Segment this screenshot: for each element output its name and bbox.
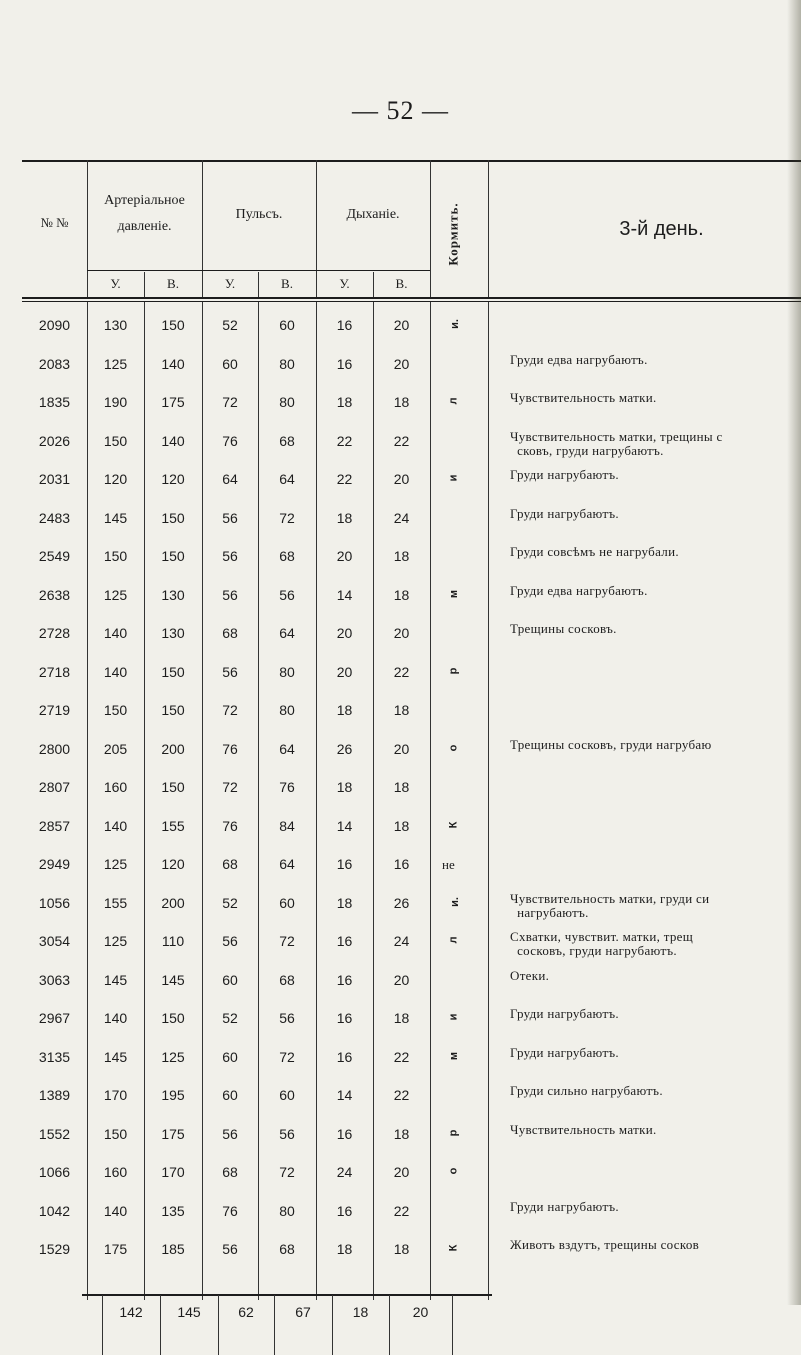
pulse-v-cell: 80: [279, 394, 295, 410]
record-number-cell: 1389: [38, 1087, 71, 1103]
pulse-v-cell: 72: [279, 933, 295, 949]
breath-v-cell: 26: [393, 894, 410, 911]
pulse-v-cell: 72: [279, 509, 295, 526]
breath-u-cell: 18: [336, 779, 353, 795]
day-note: Груди сильно нагрубаютъ.: [510, 1083, 663, 1098]
day-note: Груди совсѣмъ не нагрубали.: [510, 544, 679, 559]
arterial-u-cell: 160: [103, 1164, 128, 1180]
arterial-u-cell: 140: [103, 625, 128, 641]
arterial-v-cell: 140: [161, 432, 185, 449]
table-row: [22, 693, 801, 727]
arterial-v-cell: 200: [161, 740, 185, 757]
arterial-v-cell: 170: [161, 1164, 185, 1180]
arterial-v-cell: 200: [161, 894, 185, 911]
record-number-cell: 1056: [38, 894, 71, 911]
record-number-cell: 2483: [38, 509, 71, 526]
pulse-u-cell: 76: [222, 1202, 238, 1219]
table-row: [22, 847, 801, 881]
arterial-u-cell: 125: [103, 933, 128, 949]
record-number-cell: 2949: [38, 856, 71, 872]
breath-u-cell: 16: [336, 317, 353, 333]
table-row: [22, 809, 801, 843]
breath-u-cell: 16: [336, 1010, 353, 1026]
arterial-v-cell: 135: [161, 1202, 185, 1219]
record-number-cell: 3054: [38, 933, 71, 949]
pulse-v-cell: 68: [279, 1241, 295, 1257]
pulse-v-cell: 56: [279, 1010, 295, 1026]
pulse-v-cell: 72: [279, 1048, 295, 1065]
breath-v-cell: 20: [393, 317, 410, 333]
hdr-vline-5: [488, 160, 489, 297]
pulse-v-cell: 80: [279, 1202, 295, 1219]
feed-mark: р: [447, 1129, 460, 1136]
breath-v-cell: 20: [393, 471, 410, 487]
arterial-u-cell: 125: [103, 856, 128, 872]
pulse-v-cell: 76: [279, 779, 295, 795]
feed-mark: и.: [448, 319, 461, 329]
table-row: [22, 770, 801, 804]
pulse-u-cell: 56: [222, 663, 238, 680]
breath-u-cell: 20: [336, 548, 353, 564]
arterial-v-cell: 120: [161, 856, 185, 872]
record-number-cell: 3063: [38, 971, 71, 988]
pulse-u-cell: 72: [222, 394, 238, 410]
arterial-v-cell: 150: [161, 317, 185, 333]
record-number-cell: 2083: [38, 355, 71, 372]
arterial-v-cell: 150: [161, 548, 185, 564]
pulse-u-cell: 60: [222, 355, 238, 372]
arterial-header: Артеріальное давленіе.: [104, 193, 185, 234]
pulse-u-cell: 52: [222, 894, 238, 911]
page-number: — 52 —: [352, 96, 449, 125]
breath-v-cell: 18: [393, 394, 410, 410]
arterial-u: У.: [110, 276, 121, 291]
breath-v-cell: 20: [393, 355, 410, 372]
record-number-cell: 2967: [38, 1010, 71, 1026]
breath-u-cell: 16: [336, 971, 353, 988]
breath-u-cell: 16: [336, 1125, 353, 1142]
day-note: Чувствительность матки.: [510, 1121, 657, 1137]
pulse-u-cell: 52: [222, 1010, 238, 1026]
top-rule: [22, 160, 801, 162]
summary-arterial-v: 145: [177, 1304, 201, 1320]
table-row: [22, 1194, 801, 1228]
arterial-v-cell: 150: [161, 779, 185, 795]
arterial-v-cell: 150: [161, 1010, 185, 1026]
pulse-v-cell: 60: [279, 1087, 295, 1103]
arterial-u-cell: 145: [103, 971, 128, 988]
breath-u-cell: 16: [336, 1048, 353, 1065]
breath-u-cell: 26: [336, 740, 353, 757]
arterial-u-cell: 130: [103, 317, 128, 333]
breath-v-cell: 20: [393, 740, 410, 757]
num-header: № №: [40, 215, 69, 230]
pulse-u-cell: 56: [222, 1241, 238, 1257]
arterial-v-cell: 175: [161, 394, 185, 410]
arterial-u-cell: 125: [103, 355, 128, 372]
feed-mark: л: [447, 936, 460, 944]
pulse-u-cell: 64: [222, 471, 238, 487]
feed-mark: м: [448, 1051, 461, 1060]
arterial-v-cell: 150: [161, 702, 185, 718]
breath-v-cell: 24: [393, 933, 410, 949]
arterial-v-cell: 125: [161, 1048, 185, 1065]
breath-u-cell: 20: [336, 625, 353, 641]
arterial-u-cell: 120: [103, 471, 128, 487]
day-note: Груди нагрубаютъ.: [510, 1198, 619, 1214]
day-note: Груди нагрубаютъ.: [510, 467, 619, 482]
breath-u-cell: 22: [336, 471, 353, 487]
arterial-u-cell: 140: [103, 1202, 128, 1219]
table-row: [22, 501, 801, 535]
arterial-v-cell: 140: [161, 355, 185, 372]
pulse-u-cell: 76: [222, 432, 238, 449]
day-note: Животъ вздутъ, трещины сосков: [510, 1237, 700, 1252]
pulse-v-cell: 56: [279, 586, 295, 603]
feed-mark: не: [442, 857, 455, 872]
table-row: [22, 347, 801, 381]
arterial-u-cell: 160: [103, 779, 128, 795]
breath-v-cell: 20: [393, 625, 410, 641]
day-note: Груди нагрубаютъ.: [510, 1006, 619, 1021]
breath-v-cell: 18: [393, 1010, 410, 1026]
breath-u-cell: 24: [336, 1164, 353, 1180]
feed-mark: и: [447, 1013, 460, 1021]
pulse-v-cell: 72: [279, 1164, 295, 1180]
breath-v-cell: 22: [393, 1087, 410, 1103]
table-row: [22, 578, 801, 612]
arterial-u-cell: 140: [103, 663, 128, 680]
data-table: [22, 160, 801, 1320]
table-row: [22, 385, 801, 419]
record-number-cell: 1066: [38, 1164, 71, 1180]
breath-v-cell: 22: [393, 1202, 410, 1219]
pulse-v-cell: 80: [279, 355, 295, 372]
pulse-v-cell: 68: [279, 971, 295, 988]
summary-breath-v: 20: [412, 1304, 429, 1320]
record-number-cell: 2857: [38, 817, 71, 834]
pulse-v-cell: 64: [279, 740, 295, 757]
arterial-v-cell: 130: [161, 586, 185, 603]
feed-mark: о: [447, 744, 460, 751]
arterial-u-cell: 155: [103, 894, 128, 911]
day-note: Чувствительность матки, трещины с сковъ, груди нагрубаютъ.: [510, 428, 723, 458]
arterial-u-cell: 175: [103, 1241, 128, 1257]
page-edge-shadow: [787, 0, 801, 1305]
arterial-u-cell: 145: [103, 1048, 128, 1065]
day-note: Чувствительность матки.: [510, 390, 657, 405]
breath-v: В.: [395, 276, 408, 291]
day-note: Трещины сосковъ, груди нагрубаю: [510, 736, 712, 752]
summary-breath-u: 18: [352, 1304, 369, 1320]
feed-mark: о: [447, 1167, 460, 1175]
pulse-v-cell: 68: [279, 548, 295, 564]
table-row: [22, 424, 801, 458]
breath-u-cell: 18: [336, 1241, 353, 1257]
summary-arterial-u: 142: [119, 1304, 143, 1320]
table-row: [22, 539, 801, 573]
day-note: Чувствительность матки, груди си нагрубаютъ.: [510, 890, 710, 920]
breath-u-cell: 14: [336, 1087, 353, 1103]
breath-u-cell: 18: [336, 894, 353, 911]
feed-mark: м: [448, 589, 461, 598]
pulse-u-cell: 56: [222, 1125, 238, 1142]
header-bottom-rule-2: [22, 301, 801, 302]
pulse-u-cell: 68: [222, 856, 238, 872]
arterial-u-cell: 150: [103, 702, 128, 718]
summary-row: [22, 1295, 801, 1355]
breath-v-cell: 22: [393, 1048, 410, 1065]
arterial-v-cell: 110: [161, 933, 185, 949]
arterial-u-cell: 150: [103, 1125, 128, 1142]
breath-v-cell: 16: [393, 856, 410, 872]
table-row: [22, 462, 801, 496]
day-note: Груди едва нагрубаютъ.: [510, 582, 648, 598]
pulse-u-cell: 68: [222, 625, 238, 641]
breath-v-cell: 18: [393, 817, 410, 834]
breath-v-cell: 22: [393, 663, 410, 680]
day-note: Схватки, чувствит. матки, трещ сосковъ, груди нагрубаютъ.: [510, 929, 694, 958]
breath-u-cell: 16: [336, 1202, 353, 1219]
breath-u: У.: [339, 276, 350, 291]
record-number-cell: 2800: [38, 740, 71, 757]
record-number-cell: 2026: [38, 432, 71, 449]
record-number-cell: 2728: [38, 625, 71, 641]
record-number-cell: 1529: [38, 1241, 71, 1257]
feed-mark: р: [447, 667, 460, 674]
pulse-v-cell: 80: [279, 702, 295, 718]
breath-u-cell: 22: [336, 432, 353, 449]
pulse-u-cell: 60: [222, 1048, 238, 1065]
breath-u-cell: 18: [336, 509, 353, 526]
table-row: [22, 308, 801, 342]
arterial-u-cell: 140: [103, 817, 128, 834]
arterial-u-cell: 205: [103, 740, 128, 757]
pulse-v-cell: 64: [279, 856, 295, 872]
arterial-v: В.: [167, 276, 179, 291]
table-row: [22, 732, 801, 766]
feed-mark: и.: [448, 896, 461, 907]
record-number-cell: 2719: [38, 702, 71, 718]
day-note: Отеки.: [510, 967, 550, 983]
breath-v-cell: 20: [393, 971, 410, 988]
pulse-u-cell: 72: [222, 702, 238, 718]
pulse-v-cell: 64: [279, 471, 295, 487]
table-row: [22, 963, 801, 997]
breath-u-cell: 16: [336, 933, 353, 949]
arterial-u-cell: 145: [103, 509, 128, 526]
breath-v-cell: 18: [393, 586, 410, 603]
breath-u-cell: 14: [336, 586, 353, 603]
pulse-u: У.: [224, 276, 236, 291]
record-number-cell: 1042: [38, 1202, 71, 1219]
feed-mark: и: [447, 474, 460, 482]
record-number-cell: 2090: [38, 317, 71, 333]
arterial-u-cell: 125: [103, 586, 128, 603]
breath-header: Дыханіе.: [346, 207, 400, 222]
pulse-v-cell: 56: [279, 1125, 295, 1142]
arterial-v-cell: 175: [161, 1125, 185, 1142]
pulse-u-cell: 56: [222, 586, 238, 603]
breath-v-cell: 22: [393, 432, 410, 449]
breath-u-cell: 20: [336, 663, 353, 680]
table-row: [22, 1078, 801, 1112]
day-note: Груди едва нагрубаютъ.: [510, 351, 648, 367]
arterial-u-cell: 170: [103, 1087, 128, 1103]
table-row: [22, 616, 801, 650]
pulse-u-cell: 52: [222, 317, 238, 333]
arterial-v-cell: 130: [161, 625, 185, 641]
pulse-u-cell: 56: [222, 933, 238, 949]
summary-pulse-u: 62: [238, 1304, 254, 1320]
pulse-u-cell: 68: [222, 1164, 238, 1180]
day-header: 3-й день.: [619, 218, 704, 240]
breath-v-cell: 24: [393, 509, 410, 526]
breath-u-cell: 14: [336, 817, 353, 834]
pulse-v-cell: 80: [279, 663, 295, 680]
pulse-v: В.: [281, 276, 293, 291]
breath-u-cell: 18: [336, 394, 353, 410]
sum-vline-7: [452, 1295, 453, 1355]
record-number-cell: 2638: [38, 586, 71, 603]
record-number-cell: 1835: [38, 394, 71, 410]
pulse-v-cell: 68: [279, 432, 295, 449]
pulse-u-cell: 72: [222, 779, 238, 795]
pulse-u-cell: 76: [222, 817, 238, 834]
breath-u-cell: 16: [336, 856, 353, 872]
summary-pulse-v: 67: [295, 1304, 311, 1320]
record-number-cell: 2807: [38, 779, 71, 795]
breath-v-cell: 18: [393, 548, 410, 564]
feed-mark: К: [447, 821, 460, 828]
pulse-v-cell: 64: [279, 625, 295, 641]
arterial-v-cell: 195: [161, 1087, 185, 1103]
pulse-u-cell: 76: [222, 740, 238, 757]
pulse-u-cell: 56: [222, 509, 238, 526]
record-number-cell: 1552: [38, 1125, 71, 1142]
arterial-v-cell: 145: [161, 971, 185, 988]
hdr-vline-4: [430, 160, 431, 297]
breath-u-cell: 18: [336, 702, 353, 718]
table-row: [22, 924, 801, 958]
pulse-header: Пульсъ.: [235, 207, 283, 222]
pulse-u-cell: 60: [222, 971, 238, 988]
record-number-cell: 3135: [38, 1048, 71, 1065]
table-row: [22, 886, 801, 920]
arterial-v-cell: 155: [161, 817, 185, 834]
feed-mark: К: [447, 1244, 460, 1252]
table-row: [22, 1117, 801, 1151]
arterial-u-cell: 190: [103, 394, 128, 410]
feed-header: Кормить.: [446, 202, 462, 266]
day-note: Трещины сосковъ.: [510, 621, 617, 636]
breath-v-cell: 18: [393, 779, 410, 795]
breath-v-cell: 18: [393, 1125, 410, 1142]
table-row: [22, 1040, 801, 1074]
table-row: [22, 1001, 801, 1035]
breath-v-cell: 18: [393, 1241, 410, 1257]
breath-u-cell: 16: [336, 355, 353, 372]
record-number-cell: 2718: [38, 663, 71, 680]
arterial-v-cell: 150: [161, 509, 185, 526]
breath-v-cell: 18: [393, 702, 410, 718]
arterial-v-cell: 120: [161, 471, 185, 487]
pulse-u-cell: 60: [222, 1087, 238, 1103]
feed-mark: л: [447, 397, 460, 405]
day-note: Груди нагрубаютъ.: [510, 505, 619, 521]
pulse-v-cell: 60: [279, 894, 295, 911]
record-number-cell: 2031: [38, 471, 71, 487]
table-row: [22, 655, 801, 689]
pulse-u-cell: 56: [222, 548, 238, 564]
breath-v-cell: 20: [393, 1164, 410, 1180]
table-row: [22, 1155, 801, 1189]
table-row: [22, 1232, 801, 1266]
pulse-v-cell: 84: [279, 817, 295, 834]
header-bottom-rule: [22, 297, 801, 299]
arterial-u-cell: 150: [103, 432, 128, 449]
arterial-u-cell: 150: [103, 548, 128, 564]
record-number-cell: 2549: [38, 548, 71, 564]
pulse-v-cell: 60: [279, 317, 295, 333]
day-note: Груди нагрубаютъ.: [510, 1044, 619, 1060]
arterial-v-cell: 185: [161, 1241, 185, 1257]
arterial-u-cell: 140: [103, 1010, 128, 1026]
arterial-v-cell: 150: [161, 663, 185, 680]
